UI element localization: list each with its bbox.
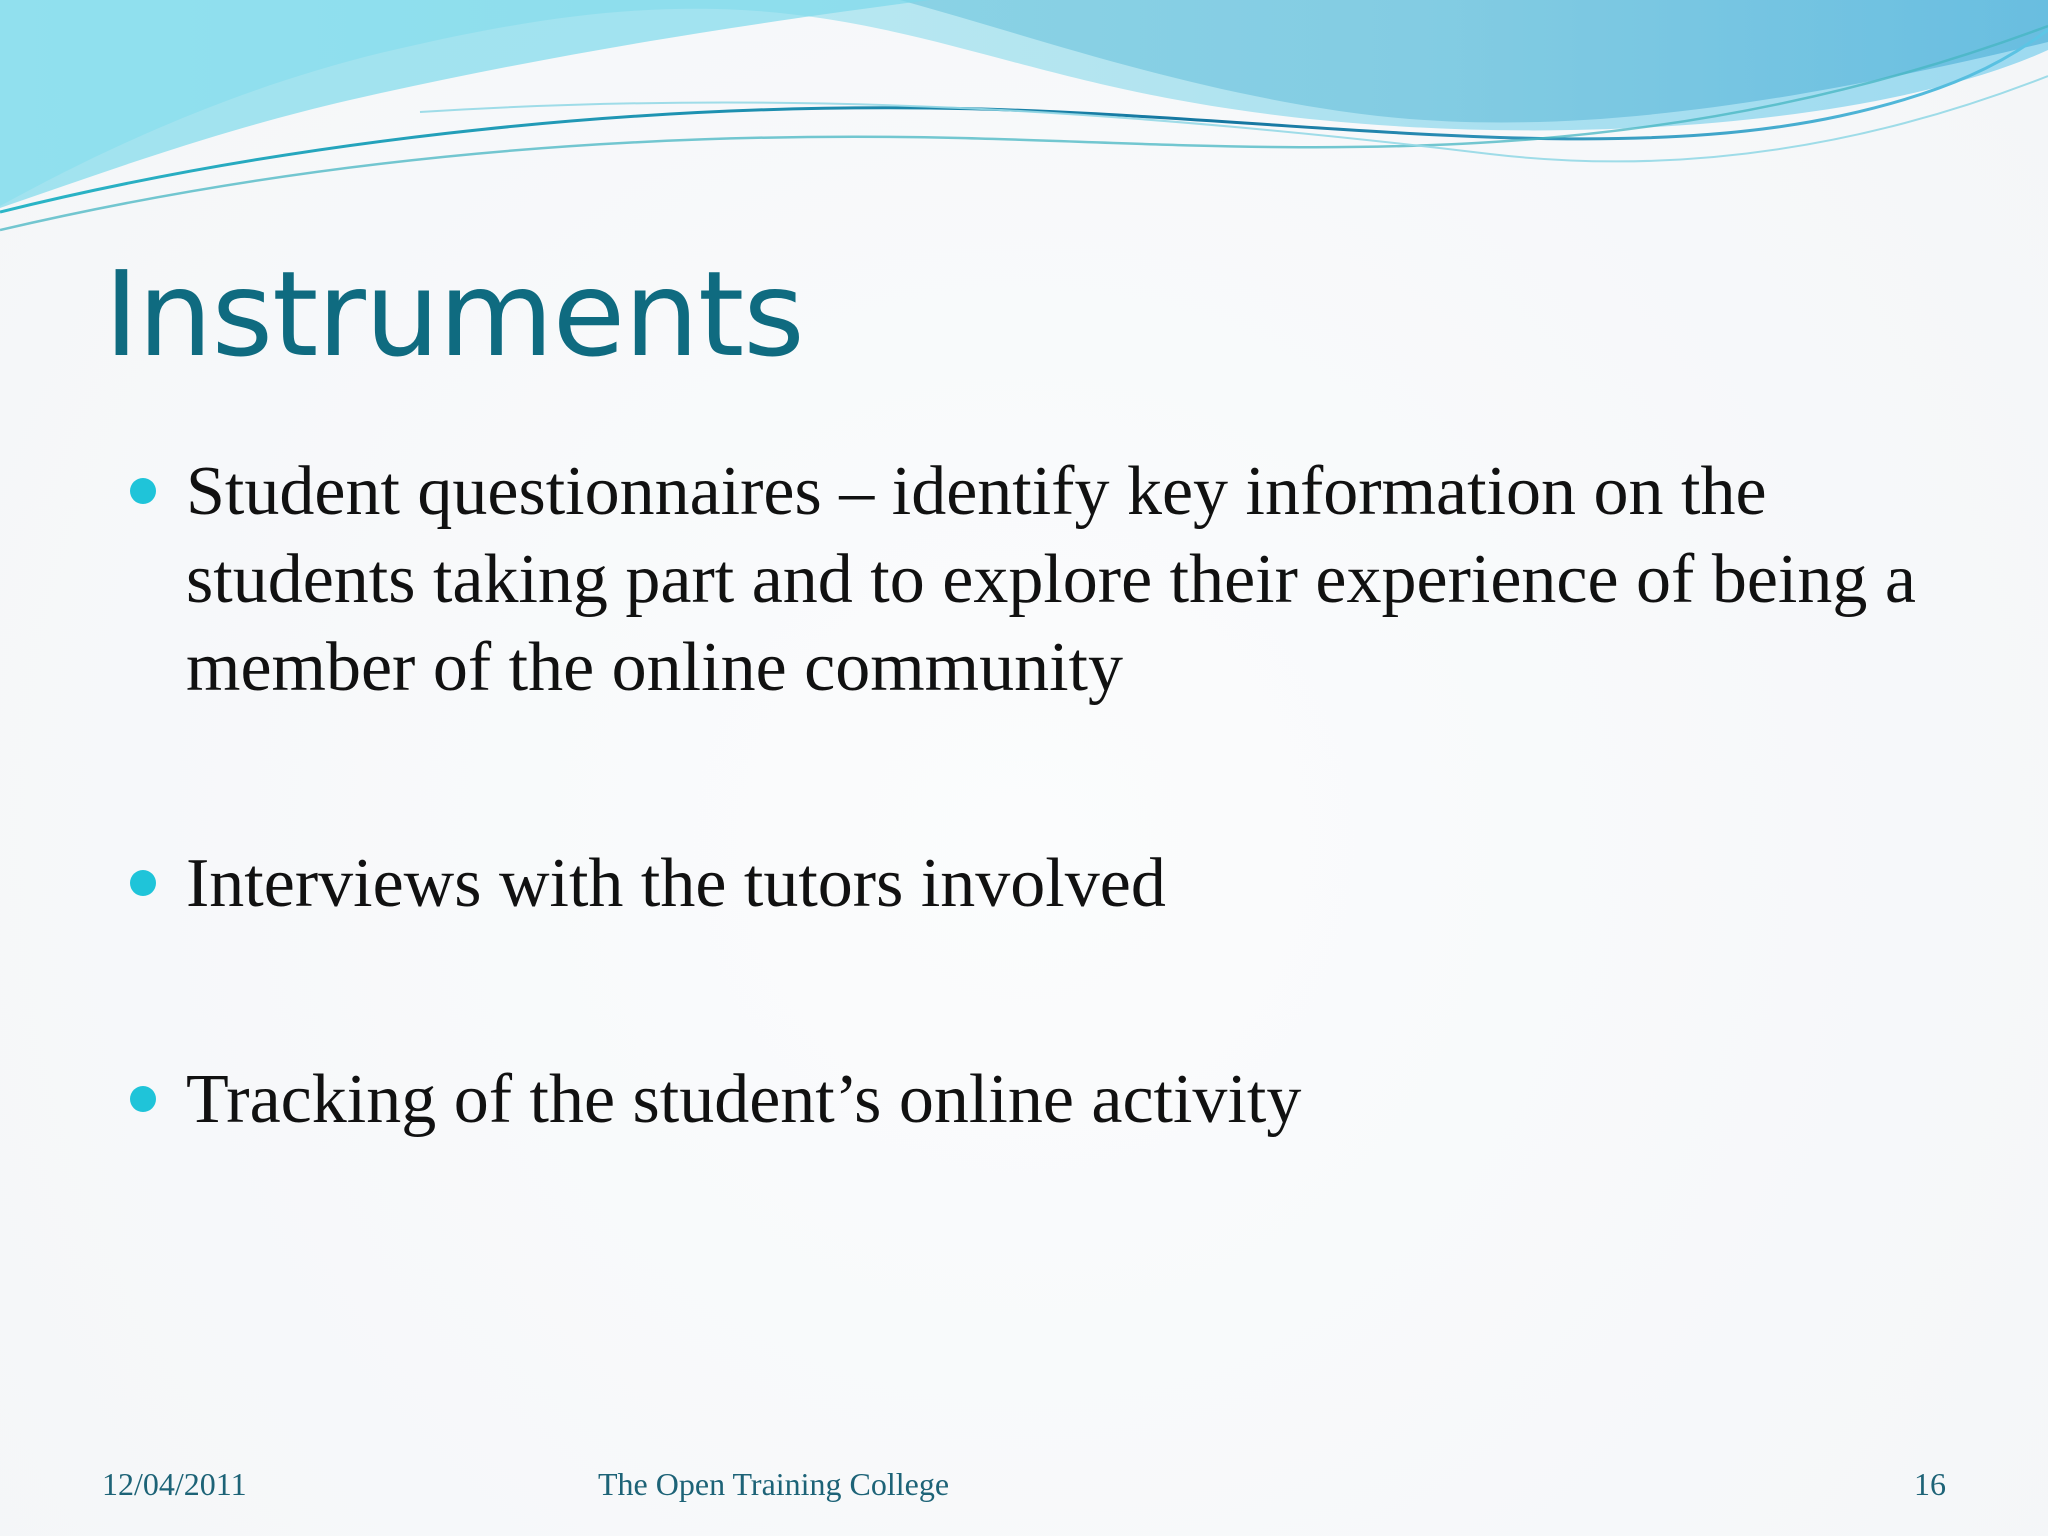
bullet-dot-icon [130,478,156,504]
bullet-text: Student questionnaires – identify key information on the students taking part and to explore their experience of being a member of the online community [186,453,1916,706]
bullet-dot-icon [130,870,156,896]
footer-organization: The Open Training College [598,1466,950,1502]
bullet-text: Tracking of the student’s online activity [186,1061,1302,1138]
slide-title: Instruments [104,245,804,383]
bullet-item-tracking [130,1056,1950,1144]
bullet-list [130,448,1950,1144]
bullet-item-interviews [130,840,1950,928]
wave-left-shape [0,0,930,208]
slide-number: 16 [1914,1466,1946,1502]
footer-date: 12/04/2011 [102,1466,247,1502]
bullet-item-questionnaires [130,448,1950,712]
bullet-dot-icon [130,1086,156,1112]
header-wave-decoration [0,0,2048,240]
bullet-text: Interviews with the tutors involved [186,845,1166,922]
